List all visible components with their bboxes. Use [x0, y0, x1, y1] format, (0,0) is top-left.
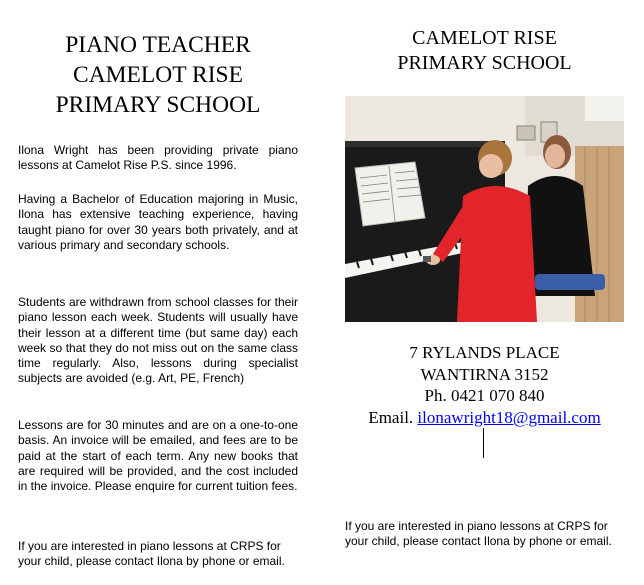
title-line: PIANO TEACHER [65, 32, 251, 58]
right-column [345, 26, 624, 549]
title-line: CAMELOT RISE [73, 62, 243, 88]
school-title [345, 26, 624, 76]
suburb-postcode: WANTIRNA 3152 [420, 364, 549, 384]
title-line: PRIMARY SCHOOL [397, 52, 572, 74]
email-link[interactable]: ilonawright18@gmail.com [417, 407, 601, 427]
contact-paragraph-right: If you are interested in piano lessons at CRPS for your child, please contact Ilona by phone or email. [345, 519, 612, 549]
email-label: Email. [368, 407, 418, 427]
piano-lesson-photo [345, 96, 624, 322]
flyer-title [18, 30, 298, 120]
phone-number: Ph. 0421 070 840 [424, 386, 545, 405]
street-address: 7 RYLANDS PLACE [409, 343, 560, 362]
left-column [18, 30, 298, 569]
qualifications-paragraph: Having a Bachelor of Education majoring in Music, Ilona has extensive teaching experience, having taught piano for over 30 years both privately, and at various primary and secondary schools. [18, 192, 298, 252]
fees-paragraph: Lessons are for 30 minutes and are on a one-to-one basis. An invoice will be emailed, and fees are to be paid at the start of each term. Any new books that are required will be provided, and the cost included in the invoice. Please enquire for current tuition fees. [18, 418, 298, 494]
email-line [345, 407, 624, 429]
contact-paragraph: If you are interested in piano lessons at CRPS for your child, please contact Ilona by phone or email. [18, 539, 285, 569]
title-line: CAMELOT RISE [412, 27, 557, 49]
title-line: PRIMARY SCHOOL [55, 92, 261, 118]
text-cursor [483, 428, 484, 458]
scheduling-paragraph: Students are withdrawn from school classes for their piano lesson each week. Students will usually have their lesson at a different time (but same day) each week so that they do not miss out on the same class time regularly. Also, lessons during specialist subjects are avoided (e.g. Art, PE, French) [18, 295, 298, 386]
intro-paragraph: Ilona Wright has been providing private piano lessons at Camelot Rise P.S. since 1996. [18, 143, 298, 173]
photo-illustration [345, 96, 624, 322]
contact-address [345, 342, 624, 428]
